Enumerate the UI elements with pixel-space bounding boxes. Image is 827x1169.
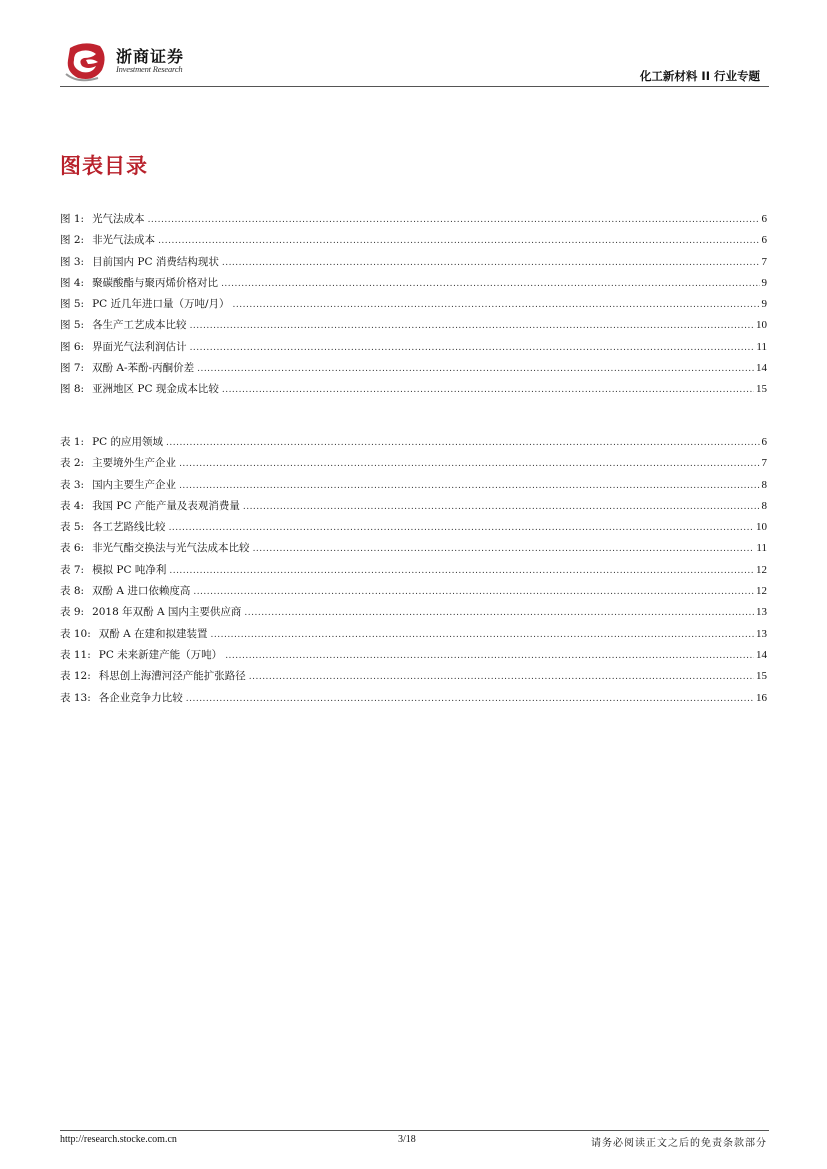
toc-dot-leader <box>233 300 760 310</box>
toc-entry-number: 图 1: <box>60 213 85 225</box>
toc-entry-label: 我国 PC 产能产量及表观消费量 <box>92 499 240 512</box>
toc-entry-number: 表 7: <box>60 563 85 576</box>
table-entry[interactable] <box>60 519 767 540</box>
figure-entry[interactable] <box>60 360 767 381</box>
toc-entry-label: 非光气法成本 <box>92 234 156 247</box>
toc-dot-leader <box>193 587 754 597</box>
toc-dot-leader <box>148 215 760 225</box>
toc-entry-label: 界面光气法利润估计 <box>92 340 187 353</box>
toc-entry-page: 12 <box>756 585 767 598</box>
table-entry[interactable] <box>60 604 767 625</box>
table-entry[interactable] <box>60 690 767 711</box>
toc-entry-number: 表 8: <box>60 585 85 598</box>
toc-entry-page: 6 <box>761 234 767 247</box>
toc-entry-label: 非光气酯交换法与光气法成本比较 <box>92 542 250 555</box>
toc-entry-number: 表 13: <box>60 691 91 704</box>
table-entry[interactable] <box>60 434 767 455</box>
toc-entry-label: 双酚 A 进口依赖度高 <box>92 585 191 598</box>
toc-entry-page: 6 <box>761 436 767 448</box>
table-entry[interactable] <box>60 498 767 519</box>
table-entry[interactable] <box>60 455 767 476</box>
toc-entry-page: 15 <box>756 383 767 396</box>
toc-entry-number: 表 10: <box>60 627 91 640</box>
page-number: 3/18 <box>398 1134 416 1145</box>
toc-entry-number: 表 12: <box>60 670 91 683</box>
figure-entry[interactable] <box>60 317 767 338</box>
header-divider <box>60 86 769 87</box>
figure-entry[interactable] <box>60 275 767 296</box>
toc-entry-label: 模拟 PC 吨净利 <box>92 563 167 576</box>
toc-entry-label: 各生产工艺成本比较 <box>92 319 187 332</box>
toc-entry-number: 表 6: <box>60 542 85 555</box>
toc-entry-number: 图 2: <box>60 234 85 247</box>
toc-entry-label: PC 未来新建产能（万吨） <box>98 648 223 661</box>
toc-entry-page: 10 <box>756 521 767 534</box>
toc-dot-leader <box>190 321 754 331</box>
toc-entry-number: 图 5: <box>60 298 85 311</box>
toc-entry-label: 2018 年双酚 A 国内主要供应商 <box>92 606 242 619</box>
brand-logo <box>64 40 204 84</box>
toc-title: 图表目录 <box>60 154 148 178</box>
toc-entry-number: 图 6: <box>60 340 85 353</box>
toc-dot-leader <box>253 544 755 554</box>
toc-entry-number: 表 2: <box>60 457 85 470</box>
toc-dot-leader <box>225 651 754 661</box>
toc-entry-label: 各企业竞争力比较 <box>98 691 183 704</box>
table-entry[interactable] <box>60 583 767 604</box>
toc-dot-leader <box>197 364 754 374</box>
toc-dot-leader <box>249 672 754 682</box>
figure-entry[interactable] <box>60 232 767 253</box>
toc-entry-number: 图 4: <box>60 276 85 289</box>
toc-dot-leader <box>211 630 754 640</box>
toc-entry-label: 主要境外生产企业 <box>92 457 177 470</box>
figure-entry[interactable] <box>60 296 767 317</box>
footer-url[interactable]: http://research.stocke.com.cn <box>60 1134 177 1145</box>
figure-entry[interactable] <box>60 339 767 360</box>
toc-dot-leader <box>169 523 754 533</box>
brand-name-en: Investment Research <box>116 64 183 74</box>
toc-entry-number: 图 3: <box>60 255 85 268</box>
toc-entry-number: 图 5: <box>60 319 85 332</box>
toc-dot-leader <box>222 385 754 395</box>
toc-entry-number: 图 7: <box>60 362 85 375</box>
table-list <box>60 434 767 711</box>
toc-entry-page: 14 <box>756 362 767 375</box>
toc-entry-number: 表 1: <box>60 436 85 448</box>
toc-dot-leader <box>166 438 760 448</box>
toc-entry-page: 11 <box>756 542 767 555</box>
toc-entry-number: 表 11: <box>60 648 91 661</box>
report-section-title: 化工新材料 II 行业专题 <box>639 69 760 83</box>
toc-entry-page: 7 <box>761 255 767 268</box>
toc-dot-leader <box>186 694 754 704</box>
toc-entry-page: 11 <box>756 340 767 353</box>
toc-entry-page: 14 <box>756 648 767 661</box>
table-entry[interactable] <box>60 668 767 689</box>
toc-dot-leader <box>243 502 760 512</box>
toc-entry-page: 6 <box>761 213 767 225</box>
toc-entry-number: 表 9: <box>60 606 85 619</box>
toc-entry-number: 表 5: <box>60 521 85 534</box>
table-entry[interactable] <box>60 647 767 668</box>
toc-entry-page: 9 <box>761 298 767 311</box>
brand-logo-icon <box>64 40 110 82</box>
toc-entry-number: 表 4: <box>60 499 85 512</box>
figure-entry[interactable] <box>60 254 767 275</box>
toc-entry-page: 16 <box>756 691 767 704</box>
toc-entry-page: 10 <box>756 319 767 332</box>
toc-entry-label: 双酚 A 在建和拟建装置 <box>98 627 208 640</box>
toc-entry-page: 7 <box>761 457 767 470</box>
toc-dot-leader <box>179 481 759 491</box>
toc-entry-label: 光气法成本 <box>92 213 145 225</box>
toc-entry-label: 亚洲地区 PC 现金成本比较 <box>92 383 219 396</box>
toc-entry-page: 13 <box>756 627 767 640</box>
toc-entry-label: PC 的应用领域 <box>92 436 163 448</box>
table-entry[interactable] <box>60 626 767 647</box>
table-entry[interactable] <box>60 540 767 561</box>
toc-entry-label: 各工艺路线比较 <box>92 521 166 534</box>
figure-entry[interactable] <box>60 211 767 232</box>
toc-dot-leader <box>169 566 754 576</box>
figure-entry[interactable] <box>60 381 767 402</box>
toc-dot-leader <box>222 258 760 268</box>
brand-name-cn: 浙商证券 <box>116 47 185 66</box>
toc-entry-number: 图 8: <box>60 383 85 396</box>
toc-entry-page: 12 <box>756 563 767 576</box>
toc-entry-label: PC 近几年进口量（万吨/月） <box>92 298 230 311</box>
disclaimer-note: 请务必阅读正文之后的免责条款部分 <box>591 1138 767 1149</box>
toc-entry-label: 双酚 A-苯酚-丙酮价差 <box>92 362 195 375</box>
toc-dot-leader <box>158 236 759 246</box>
toc-entry-page: 8 <box>761 478 767 491</box>
toc-entry-label: 国内主要生产企业 <box>92 478 177 491</box>
table-entry[interactable] <box>60 562 767 583</box>
table-entry[interactable] <box>60 477 767 498</box>
toc-entry-page: 9 <box>761 276 767 289</box>
toc-entry-label: 科思创上海漕河泾产能扩张路径 <box>98 670 246 683</box>
toc-entry-page: 8 <box>761 499 767 512</box>
toc-entry-label: 目前国内 PC 消费结构现状 <box>92 255 219 268</box>
footer-divider <box>60 1130 769 1131</box>
toc-dot-leader <box>221 279 759 289</box>
toc-entry-label: 聚碳酸酯与聚丙烯价格对比 <box>92 276 219 289</box>
toc-entry-page: 13 <box>756 606 767 619</box>
figure-list <box>60 211 767 403</box>
toc-dot-leader <box>244 608 754 618</box>
toc-dot-leader <box>190 343 755 353</box>
toc-entry-page: 15 <box>756 670 767 683</box>
toc-dot-leader <box>179 459 759 469</box>
toc-entry-number: 表 3: <box>60 478 85 491</box>
